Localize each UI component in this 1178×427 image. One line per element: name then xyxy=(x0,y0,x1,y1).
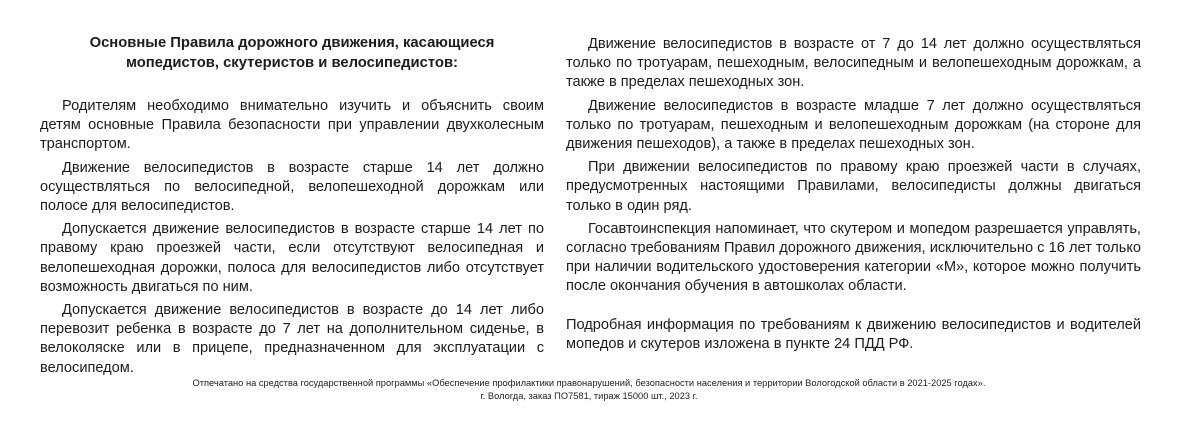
paragraph-under-14-passenger: Допускается движение велосипедистов в возрасте до 14 лет либо перевозит ребенка в возрасте до 7 лет на дополнительном сиденье, в велоколяске или в прицепе, предназначенном для эксплуатации с велосипедом. xyxy=(40,302,544,376)
left-column xyxy=(40,34,544,382)
paragraph-more-info: Подробная информация по требованиям к движению велосипедистов и водителей мопедов и скутеров изложена в пункте 24 ПДД РФ. xyxy=(566,316,1141,352)
paragraph-single-row: При движении велосипедистов по правому краю проезжей части в случаях, предусмотренных настоящими Правилами, велосипедисты должны двигаться только в один ряд. xyxy=(566,159,1141,214)
document-title xyxy=(40,34,544,73)
print-footer xyxy=(0,377,1178,403)
paragraph-7-to-14: Движение велосипедистов в возрасте от 7 до 14 лет должно осуществляться только по тротуарам, пешеходным, велосипедным и велопешеходным дорожкам, а также в пределах пешеходных зон. xyxy=(566,36,1141,91)
paragraph-parents: Родителям необходимо внимательно изучить и объяснить своим детям основные Правила безопасности при управлении двухколесным транспортом. xyxy=(40,98,544,153)
footer-print-info: г. Вологда, заказ ПО7581, тираж 15000 шт., 2023 г. xyxy=(480,391,698,401)
footer-funding-line: Отпечатано на средства государственной программы «Обеспечение профилактики правонарушений, безопасности населения и территории Вологодской области в 2021-2025 годах». xyxy=(192,378,986,388)
paragraph-over-14-roadway: Допускается движение велосипедистов в возрасте старше 14 лет по правому краю проезжей части, если отсутствуют велосипедная и велопешеходная дорожки, полоса для велосипедистов либо отсутствует возможность двигаться по ним. xyxy=(40,221,544,295)
paragraph-under-7: Движение велосипедистов в возрасте младше 7 лет должно осуществляться только по тротуарам, пешеходным и велопешеходным дорожкам (на стороне для движения пешеходов), а также в пределах пешеходных зон. xyxy=(566,97,1141,153)
paragraph-over-14: Движение велосипедистов в возрасте старше 14 лет должно осуществляться по велосипедной, велопешеходной дорожкам или полосе для велосипедистов. xyxy=(40,159,544,215)
right-column xyxy=(566,35,1141,358)
title-line-2: мопедистов, скутеристов и велосипедистов: xyxy=(126,54,458,71)
title-line-1: Основные Правила дорожного движения, касающиеся xyxy=(89,35,495,51)
paragraph-scooter-moped: Госавтоинспекция напоминает, что скутером и мопедом разрешается управлять, согласно требованиям Правил дорожного движения, исключительно с 16 лет только при наличии водительского удостоверения категории «М», которое можно получить после окончания обучения в автошколах области. xyxy=(566,220,1141,295)
